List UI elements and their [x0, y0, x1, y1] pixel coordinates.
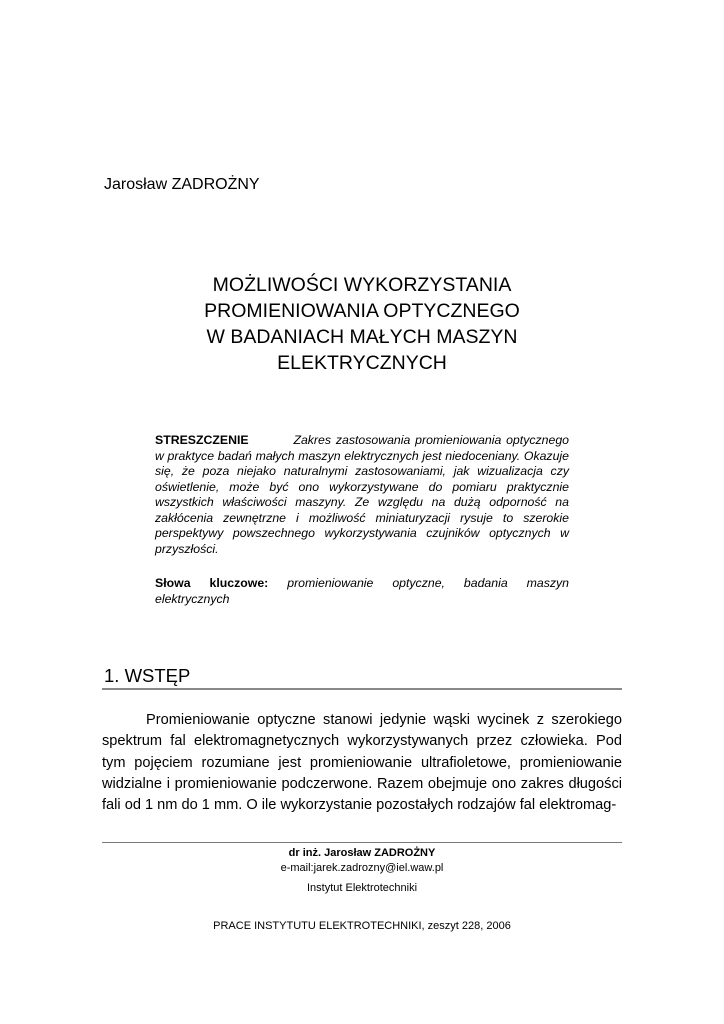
title-line: W BADANIACH MAŁYCH MASZYN — [206, 326, 518, 348]
paper-title — [100, 272, 624, 376]
footnote — [102, 846, 622, 896]
title-line: PROMIENIOWANIA OPTYCZNEGO — [204, 300, 520, 322]
section-heading: 1. WSTĘP — [104, 665, 191, 686]
footnote-email: e-mail:jarek.zadrozny@iel.waw.pl — [280, 862, 444, 874]
paragraph-line: fali od 1 nm do 1 mm. O ile wykorzystanie pozostałych rodzajów fal elektromag- — [102, 797, 617, 814]
body-paragraph — [102, 710, 622, 816]
footnote-divider — [102, 842, 622, 843]
keywords-text: promieniowanie optyczne, badania maszyn elektrycznych — [155, 576, 569, 606]
keywords-label: Słowa kluczowe: — [155, 576, 269, 590]
title-line: MOŻLIWOŚCI WYKORZYSTANIA — [212, 274, 512, 296]
title-line: ELEKTRYCZNYCH — [277, 352, 447, 374]
paragraph-line: widzialne i promieniowanie podczerwone. Razem obejmuje ono zakres długości — [102, 775, 622, 792]
paragraph-line: spektrum fal elektromagnetycznych wykorzystywanych przez człowieka. Pod — [102, 733, 622, 750]
journal-footer: PRACE INSTYTUTU ELEKTROTECHNIKI, zeszyt 228, 2006 — [213, 920, 511, 932]
abstract — [155, 433, 569, 557]
footnote-institute: Instytut Elektrotechniki — [306, 882, 418, 894]
abstract-label: STRESZCZENIE — [155, 433, 249, 447]
footnote-author: dr inż. Jarosław ZADROŻNY — [288, 847, 436, 859]
section-divider — [102, 688, 622, 690]
paragraph-line: Promieniowanie optyczne stanowi jedynie wąski wycinek z szerokiego — [146, 712, 622, 728]
abstract-text: Zakres zastosowania promieniowania optycznego w praktyce badań małych maszyn elektrycznych jest niedoceniany. Okazuje się, że poza niejako naturalnymi zastosowaniami, jak wizualizacja czy oświetlenie, może być ono wykorzystywane do pomiaru praktycznie wszystkich właściwości maszyny. Ze względu na dużą odporność na zakłócenia zewnętrzne i możliwość miniaturyzacji rysuje to szerokie perspektywy powszechnego wykorzystywania czujników optycznych w przyszłości. — [155, 433, 569, 556]
keywords — [155, 576, 569, 607]
author-name: Jarosław ZADROŻNY — [104, 176, 260, 193]
paragraph-line: tym pojęciem rozumiane jest promieniowanie ultrafioletowe, promieniowanie — [102, 754, 622, 771]
